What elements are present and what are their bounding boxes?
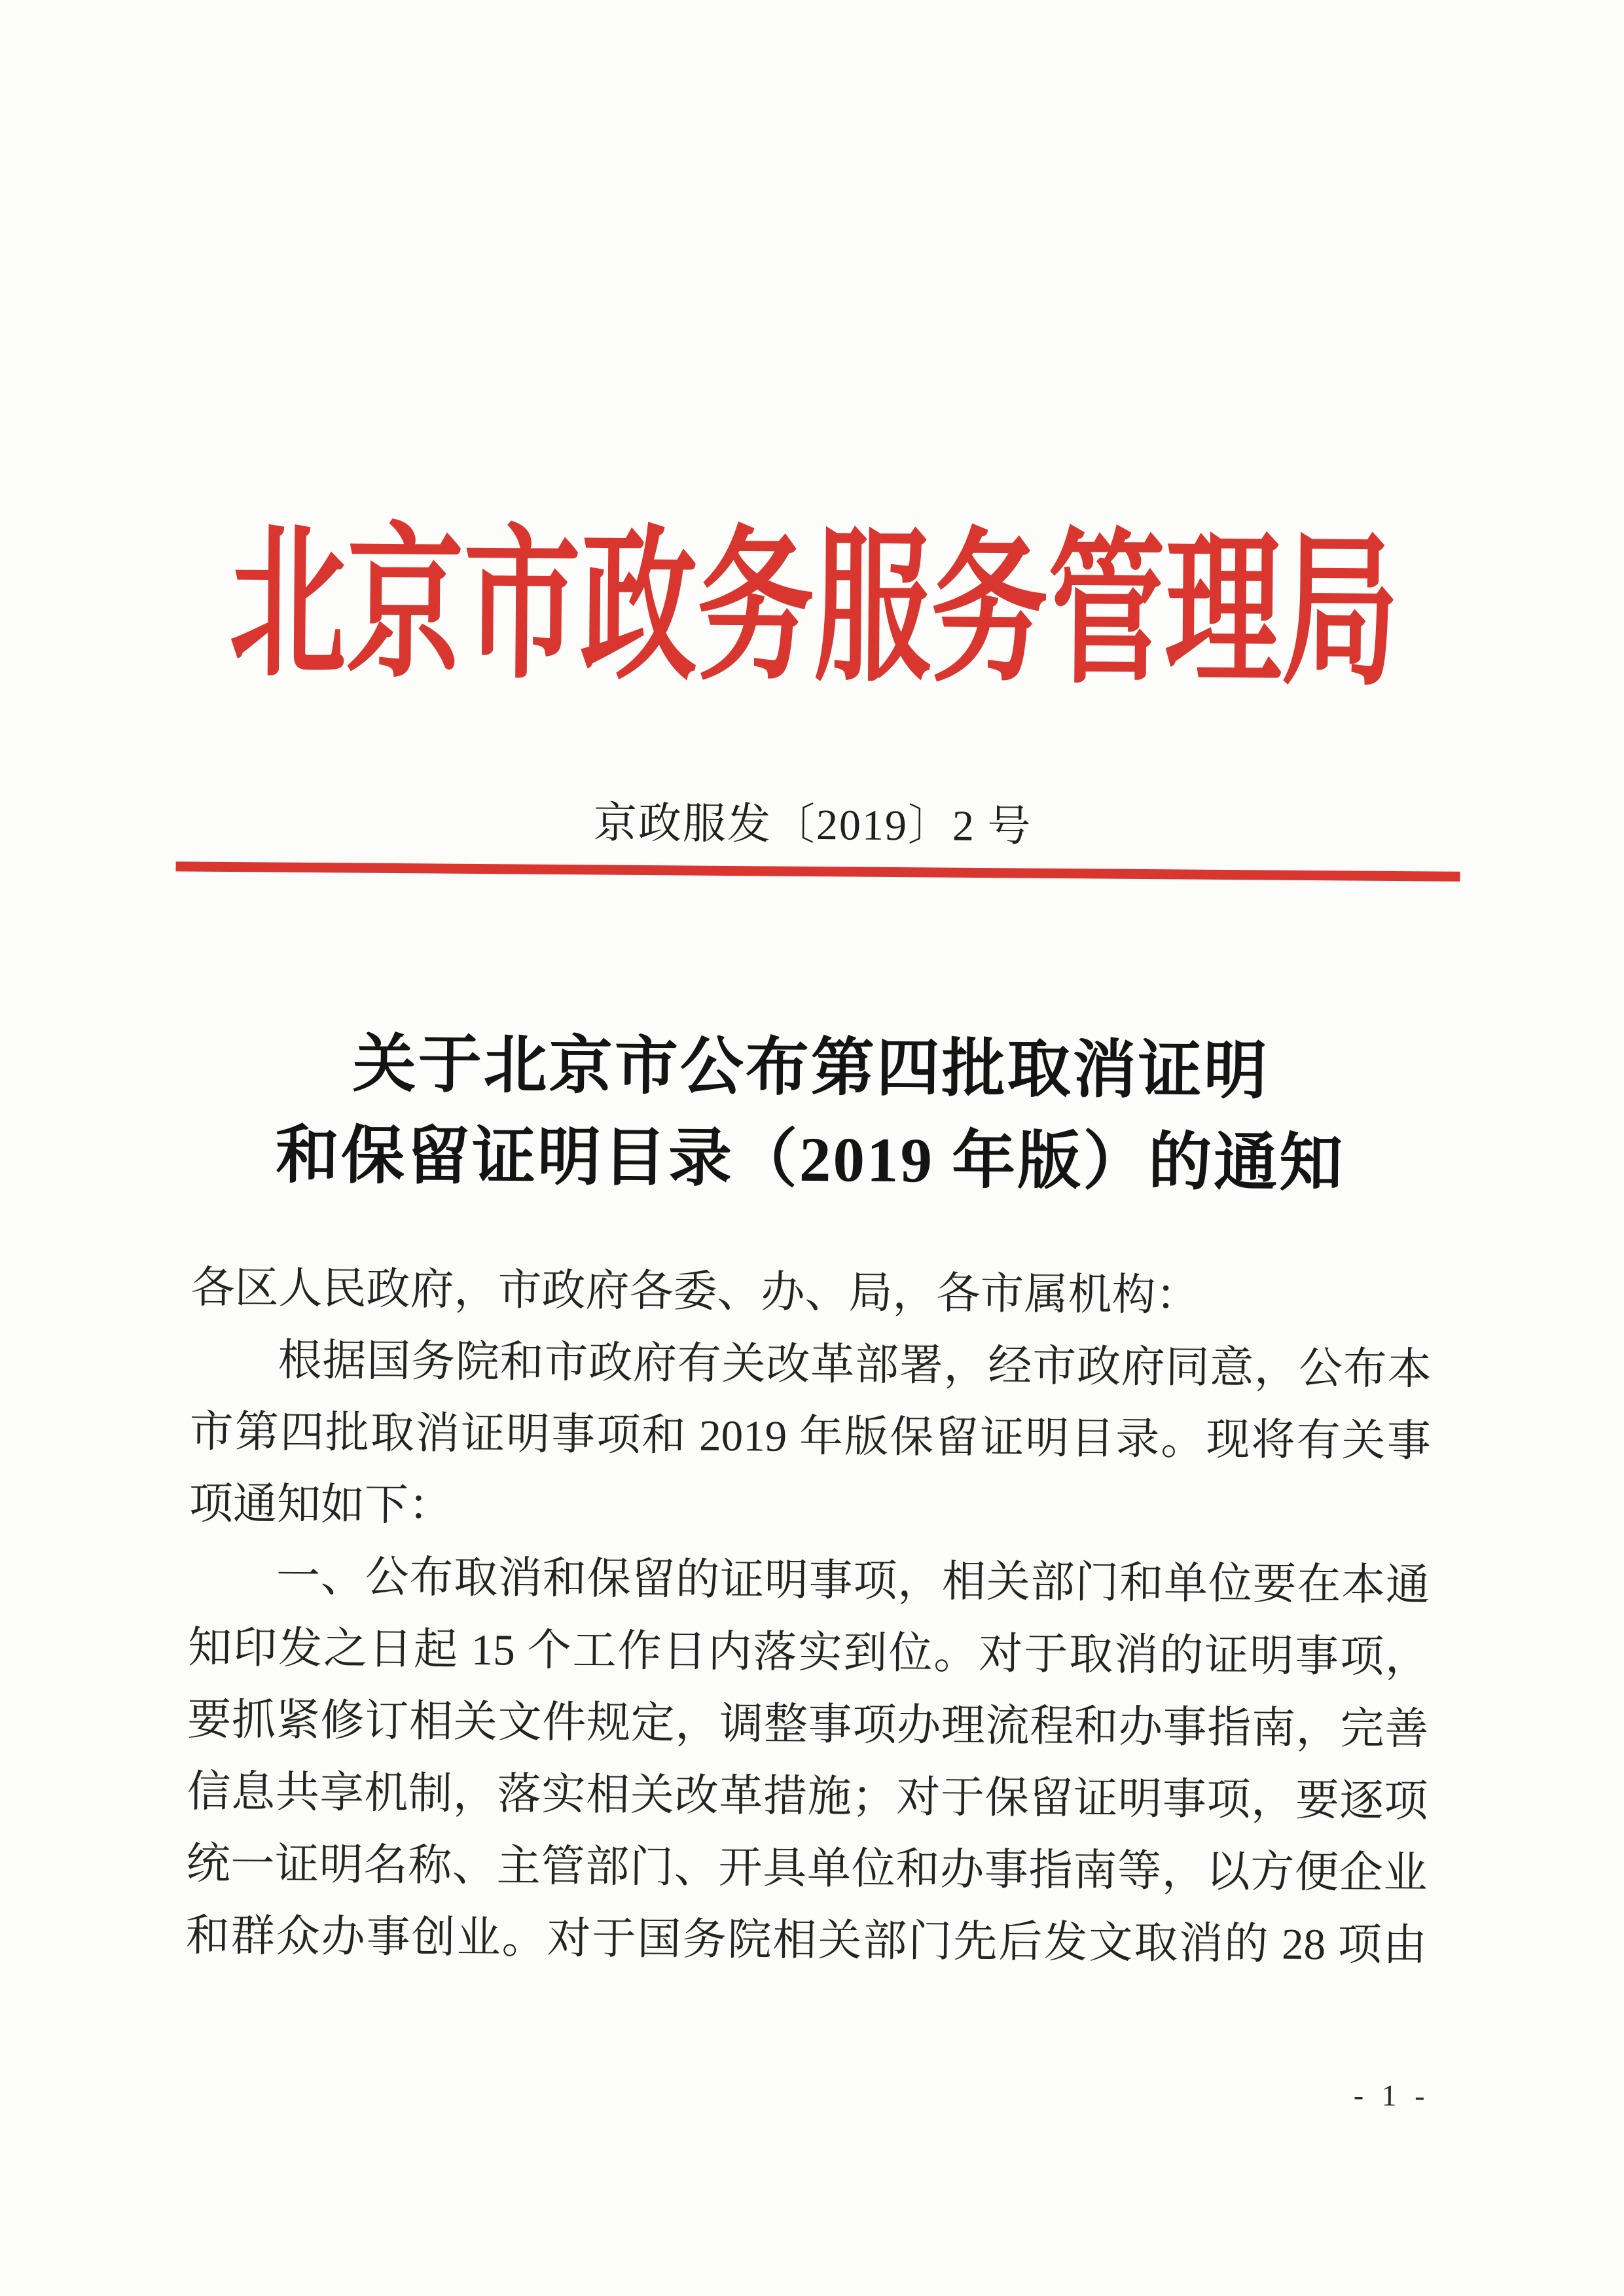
doc-title-line-2: 和保留证明目录（2019 年版）的通知: [275, 1120, 1345, 1199]
body-line: 根据国务院和市政府有关改革部署，经市政府同意，公布本: [278, 1336, 1432, 1394]
doc-title-line-1: 关于北京市公布第四批取消证明: [352, 1029, 1270, 1107]
red-divider-line: [176, 861, 1460, 881]
doc-title: [0, 1016, 1623, 1211]
doc-number: 京政服发〔2019〕2 号: [593, 799, 1032, 851]
letterhead: [2, 514, 1624, 706]
body-line: 项通知如下：: [189, 1479, 453, 1530]
body-text: [185, 1252, 1432, 1982]
body-line: 和群众办事创业。对于国务院相关部门先后发文取消的 28 项由: [185, 1911, 1427, 1970]
body-line: 市第四批取消证明事项和 2019 年版保留证明目录。现将有关事: [189, 1407, 1432, 1466]
body-line: 要抓紧修订相关文件规定，调整事项办理流程和办事指南，完善: [187, 1695, 1429, 1754]
body-line: 知印发之日起 15 个工作日内落实到位。对于取消的证明事项，: [187, 1623, 1430, 1682]
body-line: 统一证明名称、主管部门、开具单位和办事指南等，以方便企业: [186, 1839, 1428, 1898]
body-line: 一、公布取消和保留的证明事项，相关部门和单位要在本通: [276, 1552, 1430, 1610]
body-line: 信息共享机制，落实相关改革措施；对于保留证明事项，要逐项: [187, 1767, 1428, 1826]
org-title: 北京市政务服务管理局: [229, 514, 1400, 706]
page-number: - 1 -: [1353, 2078, 1430, 2113]
body-line: 各区人民政府，市政府各委、办、局，各市属机构：: [190, 1263, 1200, 1320]
